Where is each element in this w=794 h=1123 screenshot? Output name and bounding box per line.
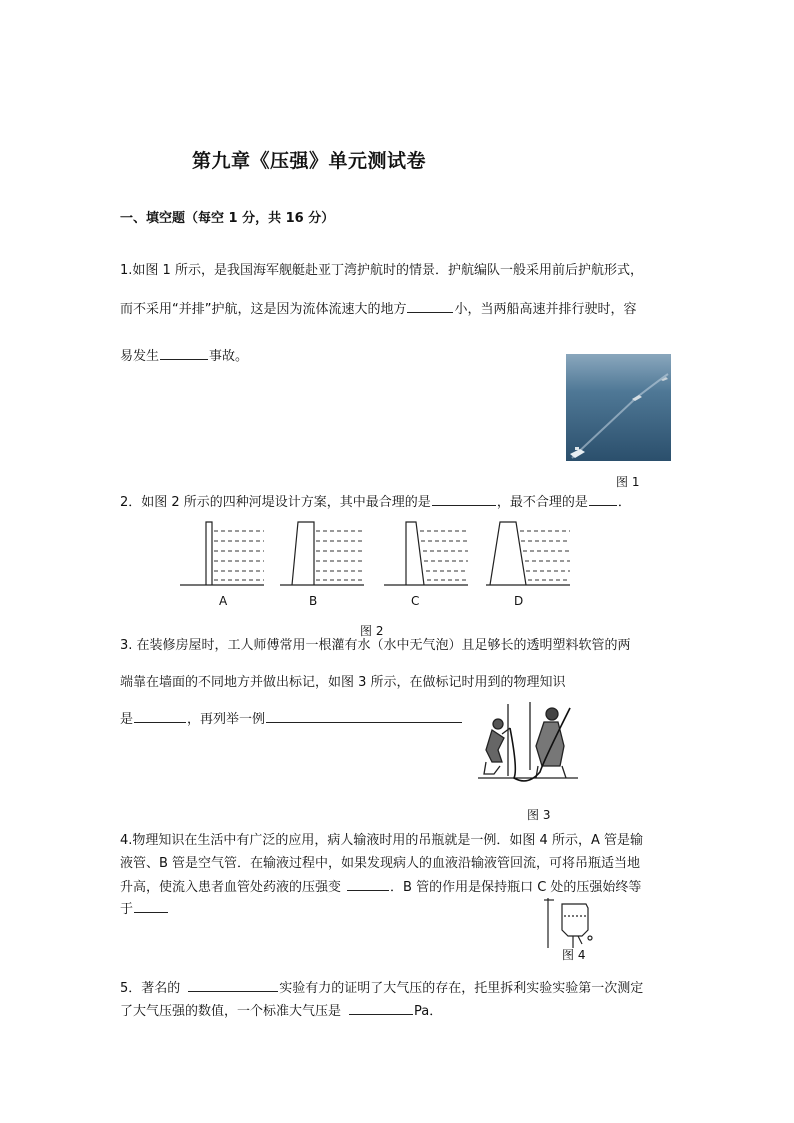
q2-line1 bbox=[120, 493, 631, 512]
q5-line1 bbox=[120, 979, 643, 998]
q3-line3-text-a: 是 bbox=[120, 712, 134, 727]
q4-blank-1[interactable] bbox=[347, 878, 389, 891]
section-heading: 一、填空题（每空 1 分，共 16 分） bbox=[120, 211, 335, 226]
q1-line3 bbox=[120, 347, 248, 366]
q1-blank-2[interactable] bbox=[160, 347, 208, 360]
q2-line1-text-a: 2．如图 2 所示的四种河堤设计方案，其中最合理的是 bbox=[120, 495, 431, 510]
q4-line4 bbox=[120, 900, 169, 919]
q2-blank-2[interactable] bbox=[589, 493, 617, 506]
figure-1-caption: 图 1 bbox=[616, 475, 640, 489]
q3-blank-2[interactable] bbox=[266, 710, 462, 723]
option-b-label: B bbox=[309, 594, 318, 608]
q1-blank-1[interactable] bbox=[407, 300, 453, 313]
q4-line2: 液管、B 管是空气管．在输液过程中，如果发现病人的血液沿输液管回流，可将吊瓶适当地 bbox=[120, 856, 641, 871]
figure-4-illustration bbox=[540, 896, 600, 948]
q1-line3-text-a: 易发生 bbox=[120, 349, 160, 364]
q3-line2: 端靠在墙面的不同地方并做出标记，如图 3 所示，在做标记时用到的物理知识 bbox=[120, 675, 566, 690]
q1-line1: 1.如图 1 所示，是我国海军舰艇赴亚丁湾护航时的情景．护航编队一般采用前后护航形式， bbox=[120, 263, 643, 278]
figure-4-caption: 图 4 bbox=[562, 948, 586, 962]
q5-blank-2[interactable] bbox=[349, 1002, 413, 1015]
q4-line3 bbox=[120, 878, 641, 897]
page-title: 第九章《压强》单元测试卷 bbox=[192, 150, 427, 172]
figure-2-diagram bbox=[180, 518, 570, 590]
q4-line1: 4.物理知识在生活中有广泛的应用，病人输液时用的吊瓶就是一例．如图 4 所示，A 管是输 bbox=[120, 833, 643, 848]
q1-line2-text-a: 而不采用“并排”护航，这是因为流体流速大的地方 bbox=[120, 302, 407, 317]
option-d-label: D bbox=[514, 594, 524, 608]
q3-line3 bbox=[120, 710, 463, 729]
q4-line3-text-a: 升高，使流入患者血管处药液的压强变 bbox=[120, 880, 342, 895]
option-a-label: A bbox=[219, 594, 228, 608]
q5-line2-text-b: Pa． bbox=[414, 1004, 443, 1019]
q5-line2-text-a: 了大气压强的数值，一个标准大气压是 bbox=[120, 1004, 342, 1019]
q3-line1: 3. 在装修房屋时，工人师傅常用一根灌有水（水中无气泡）且足够长的透明塑料软管的两 bbox=[120, 638, 631, 653]
q5-line2 bbox=[120, 1002, 442, 1021]
figure-3-caption: 图 3 bbox=[527, 808, 551, 822]
q5-blank-1[interactable] bbox=[188, 979, 278, 992]
q1-line2-text-b: 小，当两船高速并排行驶时，容 bbox=[454, 302, 637, 317]
figure-1-photo bbox=[566, 354, 671, 461]
q2-blank-1[interactable] bbox=[432, 493, 496, 506]
q3-line3-text-b: ，再列举一例 bbox=[187, 712, 266, 727]
q4-line3-text-b: ．B 管的作用是保持瓶口 C 处的压强始终等 bbox=[390, 880, 642, 895]
q3-blank-1[interactable] bbox=[134, 710, 186, 723]
option-c-label: C bbox=[411, 594, 420, 608]
q1-line3-text-b: 事故。 bbox=[209, 349, 249, 364]
q5-line1-text-b: 实验有力的证明了大气压的存在，托里拆利实验实验第一次测定 bbox=[279, 981, 644, 996]
q4-line4-text: 于 bbox=[120, 902, 134, 917]
q5-line1-text-a: 5．著名的 bbox=[120, 981, 181, 996]
q4-blank-2[interactable] bbox=[134, 900, 168, 913]
q1-line2 bbox=[120, 300, 637, 319]
q2-line1-text-b: ，最不合理的是 bbox=[496, 495, 588, 510]
figure-2-caption: 图 2 bbox=[360, 624, 384, 638]
q2-line1-text-c: ． bbox=[617, 495, 631, 510]
figure-3-illustration bbox=[478, 700, 578, 786]
